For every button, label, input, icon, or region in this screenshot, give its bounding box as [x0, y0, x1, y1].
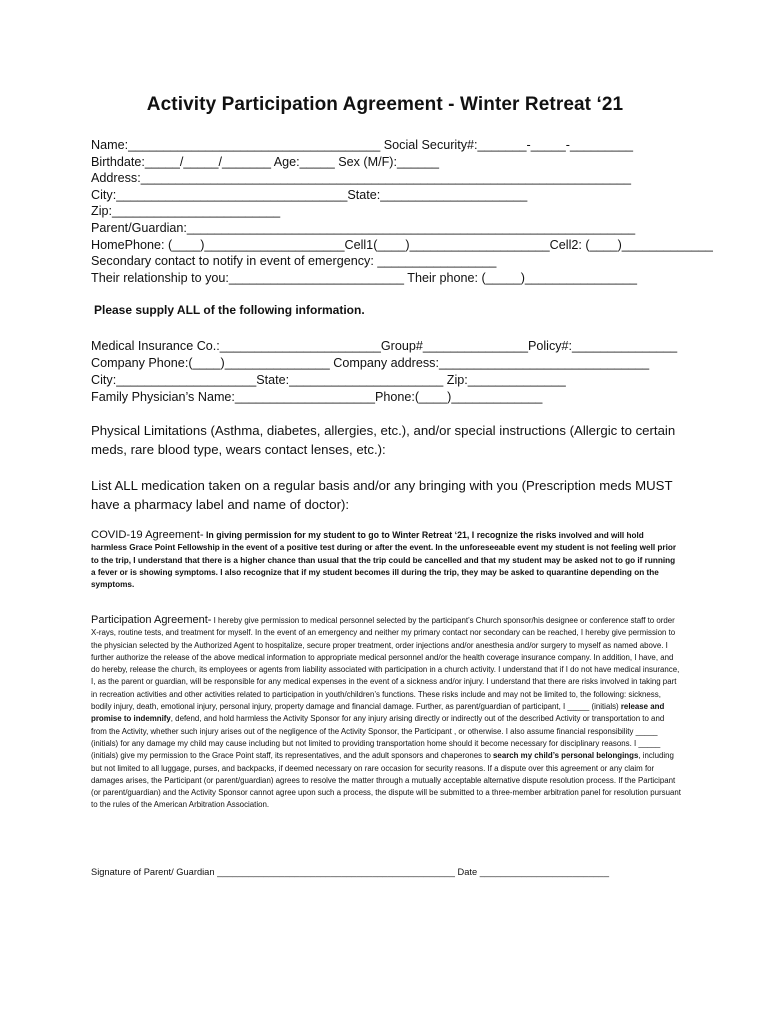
physical-limitations-prompt: Physical Limitations (Asthma, diabetes, allergies, etc.), and/or special instructions (Allergic to certain meds, rare blood type, wears contact lenses, etc.):: [91, 423, 676, 457]
signature-date-line[interactable]: Signature of Parent/ Guardian ______________________________________________ Date _________________________: [91, 867, 610, 877]
participation-text-1: I hereby give permission to medical personnel selected by the participant’s Church sponsor/his designee or conference staff to order X-rays, routine tests, and treatment for myself. In the event of an emergency and neither my primary contact nor secondary can be reached, I hereby give permission to the physician selected by the Authorized Agent to hospitalize, secure proper treatment, order injections and/or anesthesia and/or surgery to myself as named above. I further authorize the release of the above medical information to appropriate medical personnel and/or the health coverage insurance company. In addition, I have, and do hereby, release the church, its employees or agents from liability associated with participation in a church activity. I understand that if I do not have medical insurance, I, as the parent or guardian, will be responsible for any medical expenses in the event of a sickness and/or injury. I understand that there are risks involved in taking part in recreation activities and other activities related to participation in youth/children’s functions. These risks include and may not be limited to, the following: sickness, bodily injury, death, emotional injury, personal injury, property damage and financial damage. Further, as parent/guardian of participant, I _____ (initials): [91, 616, 680, 712]
participation-text-3: , including but not limited to all luggage, purses, and backpacks, if deemed necessary on rare occasion for security reasons. If a dispute over this agreement or any claim for damages arises, the Participant (or parent/guardian) agrees to resolve the matter through a mutually acceptable alternative dispute resolution process. If the Participant (or parent/guardian) and the Activity Sponsor cannot agree upon such a process, the dispute will be submitted to a three-member arbitration panel for resolution pursuant to the rules of the American Arbitration Association.: [91, 751, 681, 810]
medication-prompt: List ALL medication taken on a regular basis and/or any bringing with you (Prescription meds MUST have a pharmacy label and name of doctor):: [91, 478, 673, 512]
personal-info-fields: [91, 137, 713, 286]
insurance-city-state-zip-field[interactable]: City:____________________State:______________________ Zip:______________: [91, 373, 566, 387]
participation-heading: Participation Agreement-: [91, 614, 212, 626]
secondary-contact-field[interactable]: Secondary contact to notify in event of emergency: _________________: [91, 254, 497, 269]
covid-first-line: In giving permission for my student to go to Winter Retreat ‘21, I recognize the risks: [203, 530, 557, 540]
address-field[interactable]: Address:______________________________________________________________________: [91, 171, 631, 186]
section-heading: Please supply ALL of the following information.: [94, 303, 365, 317]
name-ssn-field[interactable]: Name:____________________________________ Social Security#:_______-_____-_________: [91, 138, 634, 152]
phone-fields[interactable]: HomePhone: (____)____________________Cell1(____)____________________Cell2: (____)_____________: [91, 237, 713, 252]
relationship-phone-field[interactable]: Their relationship to you:_________________________ Their phone: (_____)________________: [91, 270, 637, 285]
birthdate-age-sex-field[interactable]: Birthdate:_____/_____/_______ Age:_____ Sex (M/F):______: [91, 154, 439, 169]
zip-field[interactable]: Zip:________________________: [91, 204, 281, 219]
indemnify-emphasis: release and promise to indemnify: [91, 702, 665, 724]
physician-field[interactable]: Family Physician’s Name:____________________Phone:(____)_____________: [91, 390, 543, 404]
search-belongings-emphasis: search my child’s personal belongings: [493, 751, 639, 761]
page-title: Activity Participation Agreement - Winter Retreat ‘21: [146, 94, 624, 115]
covid-heading: COVID-19 Agreement-: [91, 529, 204, 541]
insurance-fields: [91, 338, 691, 406]
participation-agreement: [91, 614, 681, 812]
covid-agreement: [91, 529, 681, 591]
city-state-field[interactable]: City:_________________________________State:_____________________: [91, 187, 528, 202]
parent-guardian-field[interactable]: Parent/Guardian:________________________________________________________________: [91, 220, 636, 235]
insurance-group-policy-field[interactable]: Medical Insurance Co.:_______________________Group#_______________Policy#:_______________: [91, 339, 678, 353]
participation-text-2: , defend, and hold harmless the Activity Sponsor for any injury arising directly or indirectly out of the described Activity or transportation to and from the Activity, whether such injury arises out of the negligence of the Activity Sponsor, the Participant , or otherwise. I also assume financial responsibility _____ (initials) for any damage my child may cause including but not limited to providing transportation home should it become necessary for disciplinary reasons. I _____ (initials) give my permission to the Grace Point staff, its representatives, and the adult sponsors and chaperones to: [91, 714, 665, 761]
covid-body: involved and will hold harmless Grace Point Fellowship in the event of a positive test during or after the event. In the unforeseeable event my student is not feeling well prior to the trip, I understand that there is a higher chance than usual that the trip could be cancelled and that my student may be asked not to go if running a fever or is showing symptoms. I also recognize that if my student becomes ill during the trip, they may be asked to quarantine depending on the symptoms.: [91, 531, 677, 590]
company-phone-address-field[interactable]: Company Phone:(____)_______________ Company address:______________________________: [91, 356, 650, 370]
